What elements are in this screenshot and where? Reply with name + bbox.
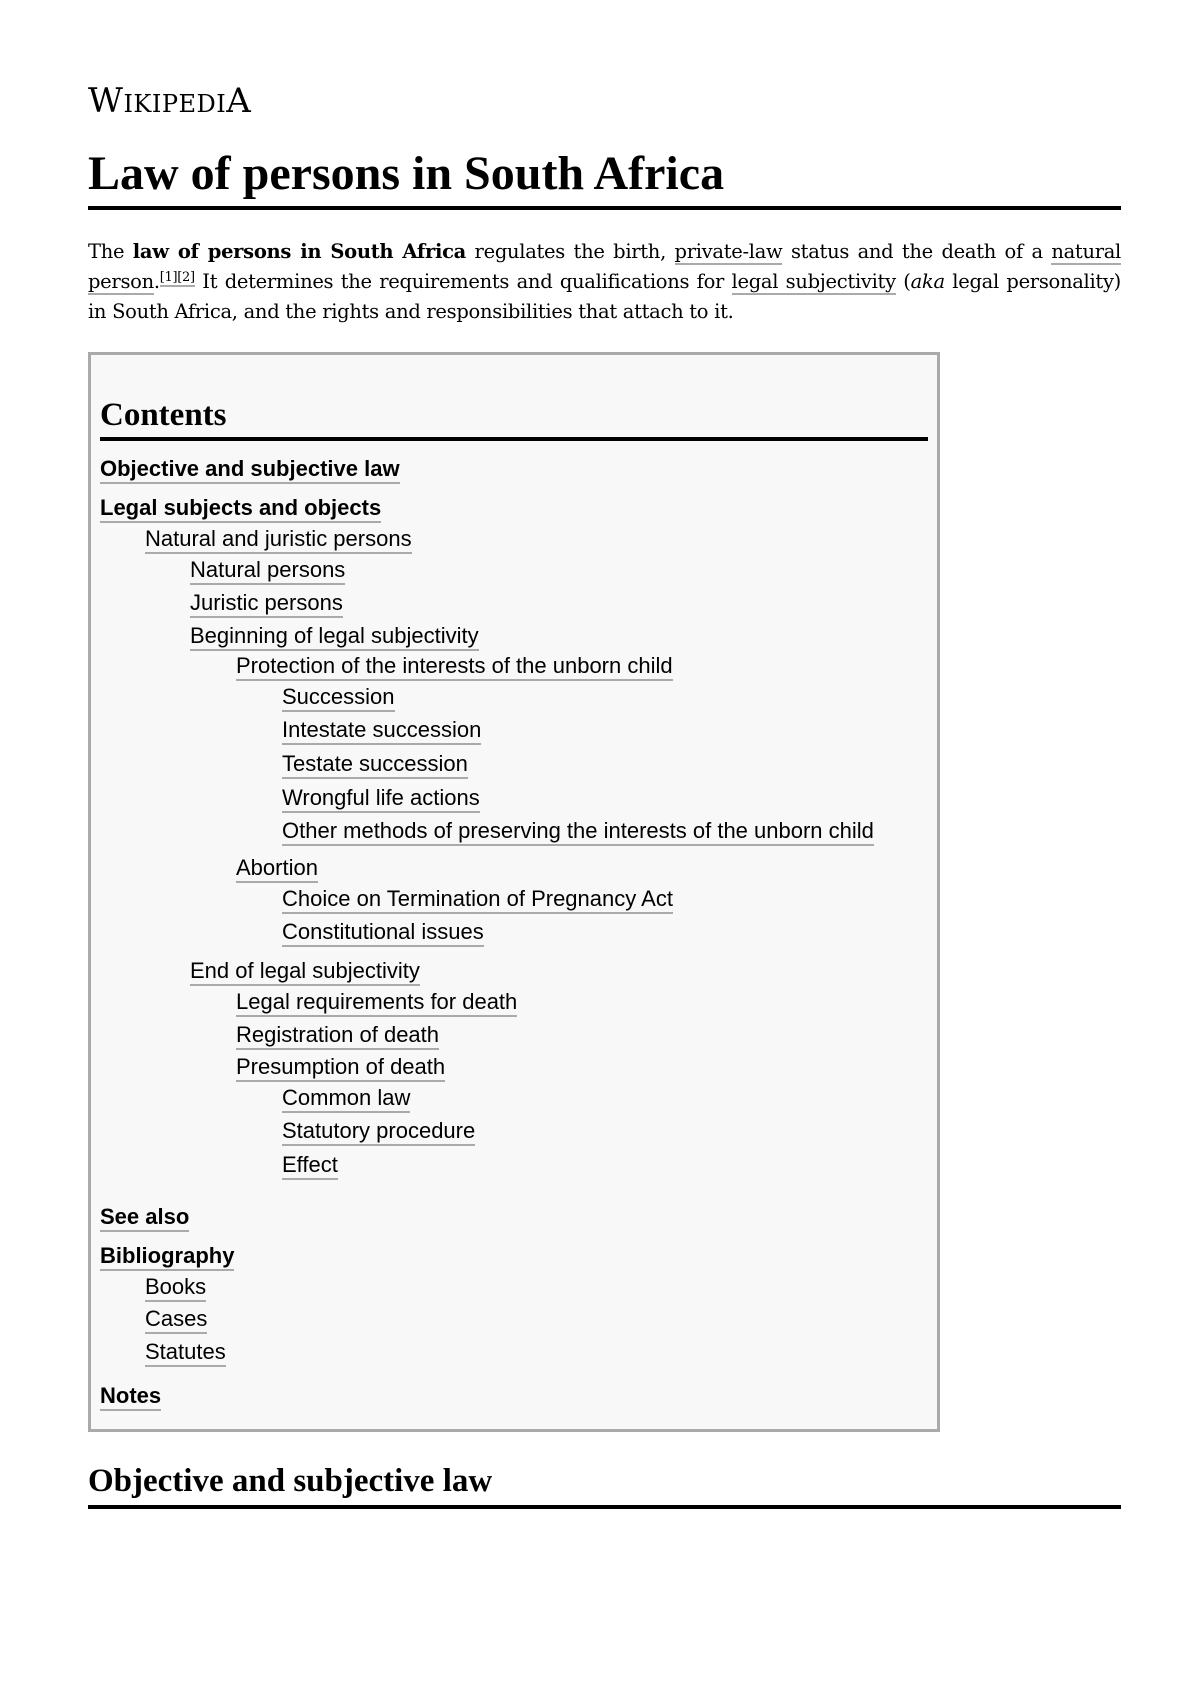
toc-item-cases[interactable]: Cases <box>145 1306 207 1334</box>
wikipedia-logo[interactable]: WIKIPEDIA <box>88 81 252 121</box>
lead-paragraph <box>88 237 1121 327</box>
toc-item-registration-of-death[interactable]: Registration of death <box>236 1022 439 1050</box>
toc-item-legal-subjects-and-objects[interactable]: Legal subjects and objects <box>100 495 381 523</box>
toc-item-constitutional-issues[interactable]: Constitutional issues <box>282 919 484 947</box>
toc-item-natural-and-juristic-persons[interactable]: Natural and juristic persons <box>145 526 412 554</box>
toc-item-end-of-legal-subjectivity[interactable]: End of legal subjectivity <box>190 958 420 986</box>
toc-item-books[interactable]: Books <box>145 1274 206 1302</box>
toc-item-abortion[interactable]: Abortion <box>236 855 318 883</box>
toc-item-notes[interactable]: Notes <box>100 1383 161 1411</box>
toc-item-other-methods-of-preserving-the-interests-of-the-unborn-child[interactable]: Other methods of preserving the interests of the unborn child <box>282 818 874 846</box>
page-title: Law of persons in South Africa <box>88 146 1121 210</box>
reference-1[interactable]: [1] <box>159 269 178 285</box>
toc-item-common-law[interactable]: Common law <box>282 1085 410 1113</box>
toc-item-presumption-of-death[interactable]: Presumption of death <box>236 1054 445 1082</box>
link-natural-person[interactable]: natural person <box>88 240 1121 293</box>
toc-item-objective-and-subjective-law[interactable]: Objective and subjective law <box>100 456 400 484</box>
toc-item-juristic-persons[interactable]: Juristic persons <box>190 590 343 618</box>
toc-title: Contents <box>100 395 928 441</box>
lead-text: The <box>88 240 133 263</box>
link-legal-subjectivity[interactable]: legal subjectivity <box>731 270 896 293</box>
toc-item-testate-succession[interactable]: Testate succession <box>282 751 468 779</box>
toc-item-statutory-procedure[interactable]: Statutory procedure <box>282 1118 475 1146</box>
toc-item-protection-of-the-interests-of-the-unborn-child[interactable]: Protection of the interests of the unborn child <box>236 653 673 681</box>
toc-item-effect[interactable]: Effect <box>282 1152 338 1180</box>
lead-text: regulates the birth, <box>466 240 675 263</box>
reference-2[interactable]: [2] <box>177 269 195 285</box>
toc-item-natural-persons[interactable]: Natural persons <box>190 557 345 585</box>
toc-item-bibliography[interactable]: Bibliography <box>100 1243 234 1271</box>
toc-item-wrongful-life-actions[interactable]: Wrongful life actions <box>282 785 480 813</box>
lead-text: legal personality) in South Africa, and the rights and responsibilities that attach to it. <box>88 270 1121 323</box>
toc-item-intestate-succession[interactable]: Intestate succession <box>282 717 481 745</box>
toc-item-legal-requirements-for-death[interactable]: Legal requirements for death <box>236 989 517 1017</box>
lead-text: It determines the requirements and qualifications for <box>194 270 732 293</box>
toc-item-statutes[interactable]: Statutes <box>145 1339 226 1367</box>
lead-bold-subject: law of persons in South Africa <box>132 240 467 263</box>
toc-item-beginning-of-legal-subjectivity[interactable]: Beginning of legal subjectivity <box>190 623 479 651</box>
lead-text: ( <box>895 270 911 293</box>
toc-item-choice-on-termination-of-pregnancy-act[interactable]: Choice on Termination of Pregnancy Act <box>282 886 673 914</box>
lead-text: status and the death of a <box>782 240 1052 263</box>
toc-item-see-also[interactable]: See also <box>100 1204 189 1232</box>
link-private-law[interactable]: private-law <box>674 240 783 263</box>
section-heading: Objective and subjective law <box>88 1461 1121 1509</box>
lead-italic-aka: aka <box>910 270 945 293</box>
table-of-contents <box>88 352 940 1432</box>
toc-item-succession[interactable]: Succession <box>282 684 395 712</box>
lead-text: . <box>153 270 160 293</box>
